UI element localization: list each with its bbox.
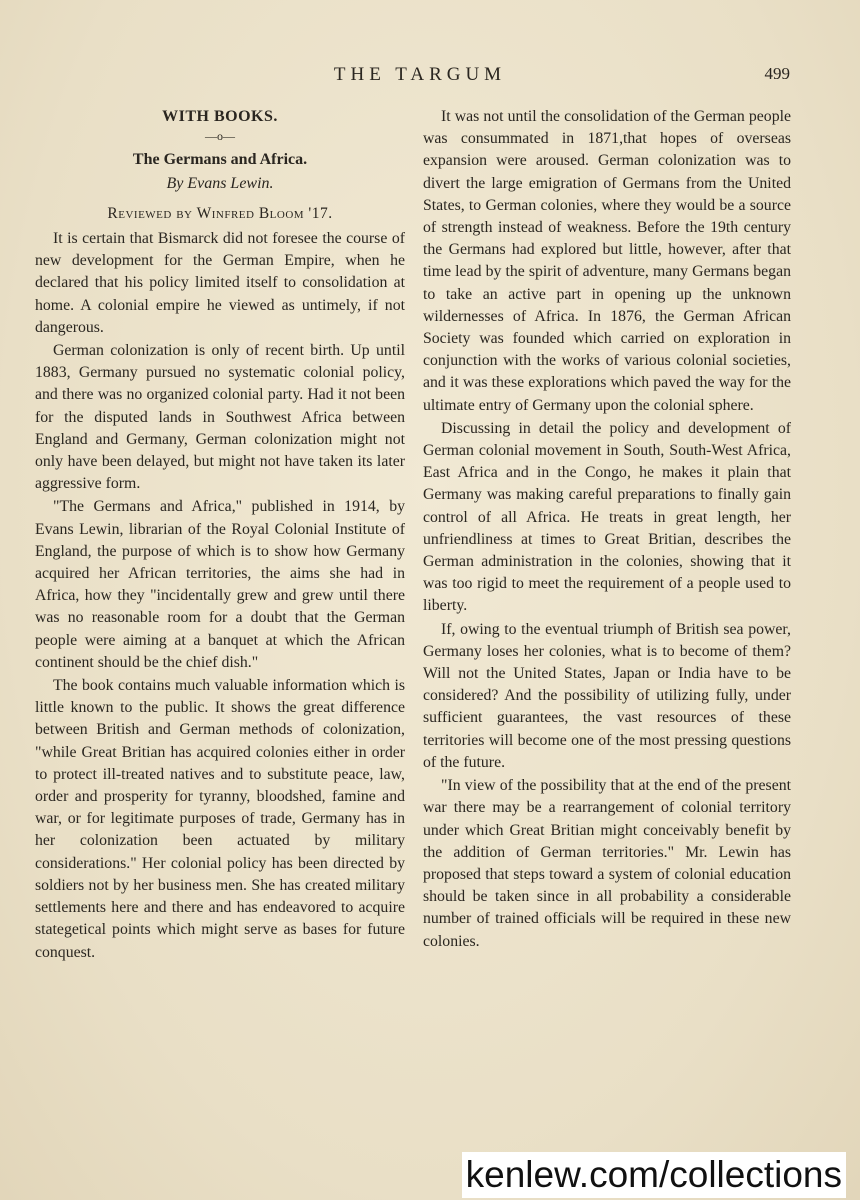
right-paragraph-4: "In view of the possibility that at the end of the present war there may be a rearrangement of colonial territory under which Great Britian might conceivably benefit by the addition of German territories." Mr. Lewin has proposed that steps toward a system of colonial education should be taken since in all probability a considerable number of trained officials will be required in these new colonies.	[423, 777, 791, 950]
right-paragraph-2: Discussing in detail the policy and development of German colonial movement in South, South-West Africa, East Africa and in the Congo, he makes it plain that Germany was making careful preparations to finally gain control of all Africa. He treats in great length, her unfriendliness at times to Great Britian, describes the German administration in the colonies, showing that it was too rigid to meet the requirement of a people used to liberty.	[423, 419, 791, 615]
reviewer-byline: Reviewed by Winfred Bloom '17.	[107, 205, 333, 222]
left-paragraph-1: It is certain that Bismarck did not foresee the course of new development for the German Empire, when he declared that his policy limited itself to consolidation at home. A colonial empire he viewed as untimely, if not dangerous.	[35, 230, 405, 336]
right-column	[423, 106, 791, 953]
running-header	[0, 64, 860, 88]
right-paragraph-1: It was not until the consolidation of the German people was consummated in 1871,that hopes of overseas expansion were aroused. German colonization was to divert the large emigration of Germans from the United States, to German colonies, where they would be a source of strength instead of weakness. Before the 19th century the Germans had explored but little, however, after that time lead by the spirit of adventure, many Germans began to take an active part in opening up the unknown wildernesses of Africa. In 1876, the German African Society was founded which carried on exploration in conjunction with the works of various colonial societies, and it was these explorations which paved the way for the ultimate entry of Germany upon the colonial sphere.	[423, 108, 791, 414]
left-column	[35, 106, 405, 964]
right-paragraph-3: If, owing to the eventual triumph of British sea power, Germany loses her colonies, what is to become of them? Will not the United States, Japan or India have to be considered? And the possibility of utilizing fully, under sufficient guarantees, the vast resources of these territories will become one of the most pressing questions of the future.	[423, 620, 791, 771]
divider-ornament: —o—	[205, 129, 235, 143]
page-number: 499	[764, 64, 790, 83]
section-title: WITH BOOKS.	[162, 108, 278, 125]
left-paragraph-2: German colonization is only of recent birth. Up until 1883, Germany pursued no systematic colonial policy, and there was no organized colonial party. Had it not been for the disputed lands in Southwest Africa between England and Germany, German colonization might not only have been delayed, but might not have taken its later aggressive form.	[35, 342, 405, 493]
left-paragraph-3: "The Germans and Africa," published in 1914, by Evans Lewin, librarian of the Royal Colonial Institute of England, the purpose of which is to show how Germany acquired her African territories, the aims she had in Africa, how they "incidentally grew and grew until there was no reasonable room for a doubt that the German people were aiming at a banquet at which the African continent should be the chief dish."	[35, 498, 405, 671]
watermark-url: kenlew.com/collections	[462, 1152, 846, 1198]
book-title: The Germans and Africa.	[132, 151, 308, 168]
book-author: By Evans Lewin.	[166, 175, 274, 192]
left-paragraph-4: The book contains much valuable information which is little known to the public. It shows the great difference between British and German methods of colonization, "while Great Britian has acquired colonies either in order to protect ill-treated natives and to substitute peace, law, order and prosperity for tyranny, bloodshed, famine and war, or for legitimate purposes of trade, Germany has in her colonization been actuated by military considerations." Her colonial policy has been directed by soldiers not by her business men. She has created military settlements here and there and has endeavored to acquire stategetical points which might serve as bases for future conquest.	[35, 677, 405, 961]
running-title: THE TARGUM	[333, 64, 507, 85]
